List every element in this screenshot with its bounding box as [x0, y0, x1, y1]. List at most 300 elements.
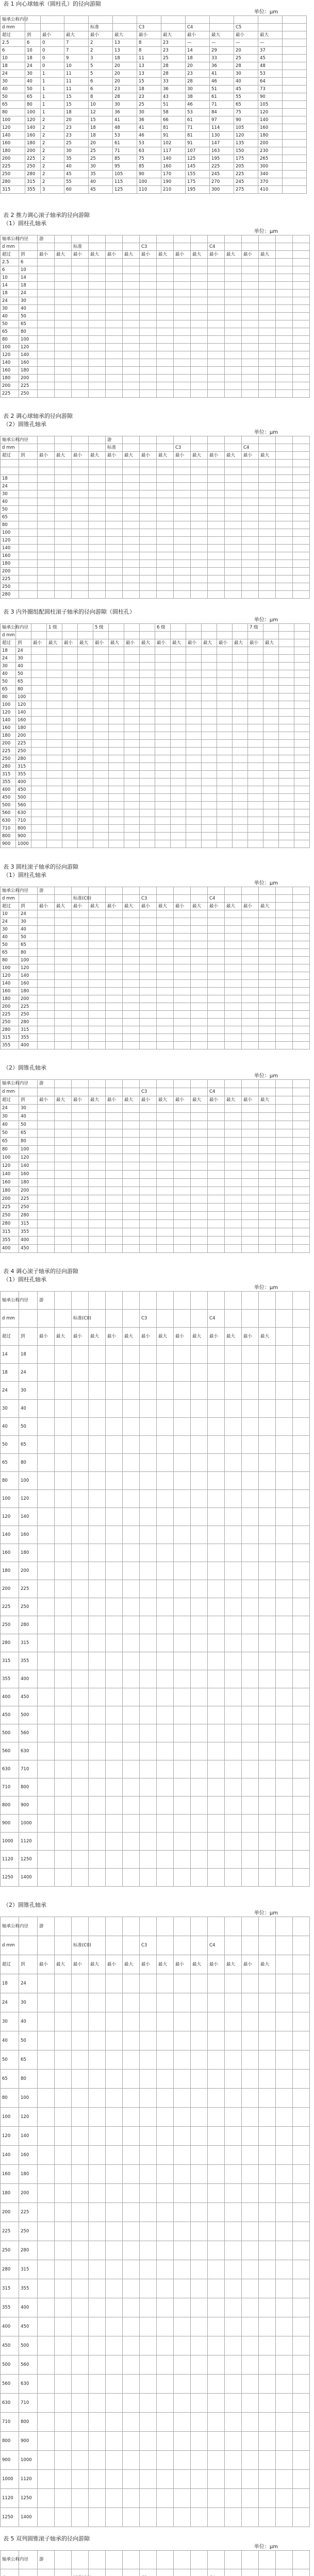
table-cell — [38, 926, 55, 934]
table-cell — [72, 282, 89, 290]
header-cell — [106, 1917, 123, 1936]
table-cell — [225, 514, 242, 521]
table-header-row — [1, 31, 307, 39]
table-cell — [72, 290, 89, 297]
table-cell — [225, 382, 242, 390]
table-cell — [225, 483, 242, 490]
table-cell — [123, 1003, 140, 1011]
table-cell — [293, 2432, 310, 2451]
table-cell — [259, 926, 276, 934]
table-cell — [124, 771, 140, 778]
table-cell — [155, 755, 171, 763]
table-cell: 100 — [19, 336, 38, 344]
table-cell — [47, 647, 62, 655]
table-cell — [55, 1187, 72, 1195]
table-cell — [294, 678, 310, 686]
table-cell — [109, 693, 124, 701]
table-cell — [276, 467, 293, 475]
clearance-table — [0, 1079, 310, 1253]
table-cell: 230 — [258, 147, 283, 155]
table-cell — [106, 305, 123, 313]
table-cell — [283, 163, 307, 171]
table-cell — [242, 1195, 259, 1204]
table-cell — [38, 1346, 55, 1364]
table-cell — [248, 809, 263, 817]
table-cell: 200 — [258, 140, 283, 147]
table-cell — [106, 2489, 123, 2508]
table-cell — [202, 778, 217, 786]
table-cell — [157, 320, 174, 328]
table-cell — [191, 2203, 208, 2222]
header-cell — [55, 1936, 72, 1955]
header-cell: 最小 — [38, 251, 55, 259]
table-cell — [106, 591, 123, 599]
table-cell — [191, 297, 208, 305]
table-cell: 30 — [19, 1382, 38, 1400]
table-cell — [242, 2012, 259, 2031]
table-cell — [293, 1019, 310, 1026]
table-cell — [140, 786, 155, 794]
table-cell — [38, 1724, 55, 1742]
table-cell — [106, 1228, 123, 1236]
table-cell — [106, 375, 123, 382]
table-cell: 50 — [1, 506, 19, 514]
table-cell — [155, 717, 171, 724]
table-cell — [93, 693, 109, 701]
table-cell: 100 — [1, 529, 19, 537]
table-cell — [140, 2394, 157, 2413]
table-cell — [123, 545, 140, 552]
table-cell — [109, 786, 124, 794]
table-cell — [89, 2146, 106, 2165]
table-cell — [208, 583, 225, 591]
table-cell — [276, 1171, 293, 1179]
table-cell — [276, 583, 293, 591]
table-cell — [55, 2413, 72, 2432]
table-cell: 80 — [19, 2070, 38, 2089]
table-cell — [55, 274, 72, 282]
table-cell — [293, 1688, 310, 1706]
table-cell — [123, 2336, 140, 2355]
header-cell — [140, 1292, 157, 1310]
table-cell — [106, 529, 123, 537]
table-cell — [157, 537, 174, 545]
table-cell — [157, 2012, 174, 2031]
table-cell — [225, 1833, 242, 1851]
table-cell — [89, 1974, 106, 1993]
table-cell — [186, 686, 202, 693]
table-cell — [72, 1245, 89, 1253]
table-cell — [89, 1003, 106, 1011]
table-cell — [276, 1129, 293, 1138]
table-cell — [259, 2146, 276, 2165]
table-cell — [140, 2127, 157, 2146]
table-cell — [140, 1580, 157, 1598]
table-cell — [208, 359, 225, 367]
table-row — [1, 809, 310, 817]
table-cell — [55, 1993, 72, 2012]
table-cell — [283, 124, 307, 132]
table-cell — [157, 2260, 174, 2279]
table-cell — [157, 367, 174, 375]
table-cell — [89, 297, 106, 305]
table-cell: 140 — [1, 359, 19, 367]
table-cell — [140, 1026, 157, 1034]
table-cell — [38, 1034, 55, 1042]
header-cell — [55, 1917, 72, 1936]
table-cell — [276, 1724, 293, 1742]
table-cell — [140, 490, 157, 498]
table-cell — [174, 1974, 191, 1993]
header-cell — [276, 1292, 293, 1310]
table-cell — [191, 1204, 208, 1212]
table-cell — [217, 740, 233, 748]
header-cell — [72, 1088, 89, 1096]
table-cell — [55, 2222, 72, 2241]
table-cell — [93, 840, 109, 848]
table-cell: 200 — [19, 1562, 38, 1580]
header-cell — [106, 243, 123, 251]
table-cell — [157, 521, 174, 529]
table-cell: 355 — [19, 1228, 38, 1236]
table-cell — [242, 1220, 259, 1228]
table-cell — [202, 709, 217, 717]
table-cell: 48 — [258, 62, 283, 70]
table-cell — [89, 2336, 106, 2355]
table-cell — [293, 1616, 310, 1634]
table-cell — [55, 2432, 72, 2451]
table-cell — [186, 663, 202, 670]
header-cell — [113, 16, 137, 24]
table-cell — [293, 506, 310, 514]
header-cell: 最小 — [38, 903, 55, 910]
unit-label: 单位：μm — [254, 2544, 278, 2550]
header-cell: 最大 — [225, 251, 242, 259]
table-cell — [242, 1418, 259, 1436]
table-cell: 900 — [1, 1815, 19, 1833]
table-cell — [233, 701, 248, 709]
table-cell — [155, 740, 171, 748]
table-cell — [259, 2432, 276, 2451]
table-cell — [109, 740, 124, 748]
table-cell — [140, 2451, 157, 2470]
table-cell — [242, 359, 259, 367]
table-cell — [140, 686, 155, 693]
table-cell — [55, 972, 72, 980]
table-cell — [242, 1042, 259, 1049]
table-cell — [293, 2203, 310, 2222]
table-cell — [47, 663, 62, 670]
table-cell — [38, 336, 55, 344]
table-cell: 250 — [1, 583, 19, 591]
table-cell: 2 — [41, 147, 64, 155]
header-cell: 最小 — [248, 639, 263, 647]
table-cell — [242, 2432, 259, 2451]
table-cell — [217, 655, 233, 663]
table-cell — [38, 305, 55, 313]
header-cell — [123, 1292, 140, 1310]
table-cell — [38, 2317, 55, 2336]
table-cell: 7 — [64, 47, 89, 55]
header-cell — [242, 235, 259, 243]
table-cell — [47, 809, 62, 817]
table-cell — [174, 328, 191, 336]
table-cell — [72, 1042, 89, 1049]
table-cell — [38, 1688, 55, 1706]
table-cell — [157, 2050, 174, 2070]
table-cell — [276, 351, 293, 359]
table-row — [1, 2394, 310, 2413]
header-cell: 最大 — [123, 251, 140, 259]
table-cell — [140, 918, 157, 926]
table-cell: 630 — [1, 2394, 19, 2413]
table-cell: 1250 — [1, 1869, 19, 1887]
table-cell — [38, 980, 55, 988]
table-cell: 8 — [137, 47, 161, 55]
table-cell — [123, 2165, 140, 2184]
table-cell — [38, 1187, 55, 1195]
table-cell: 160 — [19, 359, 38, 367]
table-cell: 0 — [41, 55, 64, 62]
table-row — [1, 1490, 310, 1508]
table-cell — [174, 2165, 191, 2184]
table-cell — [174, 1797, 191, 1815]
table-cell: 250 — [16, 748, 31, 755]
table-cell — [55, 320, 72, 328]
header-cell — [259, 895, 276, 903]
table-cell — [55, 1026, 72, 1034]
table-cell — [225, 1195, 242, 1204]
table-cell — [225, 964, 242, 972]
table-cell — [140, 483, 157, 490]
table-cell — [72, 2165, 89, 2184]
table-cell — [225, 2375, 242, 2394]
table-cell — [242, 1105, 259, 1113]
header-cell: C4 — [208, 1310, 225, 1328]
table-cell — [38, 2089, 55, 2108]
table-cell — [276, 1797, 293, 1815]
table-cell — [293, 266, 310, 274]
table-cell — [124, 817, 140, 825]
table-cell: 18 — [64, 109, 89, 116]
table-cell — [294, 655, 310, 663]
table-cell: 46 — [186, 101, 210, 109]
table-cell — [242, 1121, 259, 1129]
table-cell — [208, 344, 225, 351]
table-cell — [106, 2432, 123, 2451]
table-cell — [140, 1019, 157, 1026]
header-cell — [155, 632, 171, 639]
table-cell — [191, 957, 208, 964]
table-cell — [55, 918, 72, 926]
table-cell: 18 — [25, 55, 41, 62]
header-cell: 最大 — [233, 639, 248, 647]
table-cell — [55, 1042, 72, 1049]
table-cell: 50 — [1, 1129, 19, 1138]
header-cell: 最小 — [140, 1955, 157, 1974]
table-cell — [208, 2375, 225, 2394]
table-cell — [106, 1121, 123, 1129]
table-cell — [155, 771, 171, 778]
table-cell: 120 — [19, 1154, 38, 1162]
table-cell — [72, 266, 89, 274]
table-cell — [55, 1778, 72, 1797]
table-cell — [106, 290, 123, 297]
table-cell — [208, 988, 225, 995]
table-cell: 160 — [19, 1171, 38, 1179]
table-row — [1, 47, 307, 55]
table-cell — [174, 1129, 191, 1138]
table-cell — [293, 934, 310, 941]
table-cell — [55, 2375, 72, 2394]
table-cell — [106, 320, 123, 328]
table-cell: 280 — [1, 591, 19, 599]
table-cell — [225, 1113, 242, 1121]
table-cell — [89, 514, 106, 521]
table-cell — [62, 748, 78, 755]
table-cell — [233, 786, 248, 794]
table-cell — [140, 1616, 157, 1634]
table-cell: 160 — [19, 1526, 38, 1544]
table-cell — [140, 964, 157, 972]
table-cell — [38, 995, 55, 1003]
table-cell: 23 — [161, 47, 186, 55]
table-cell — [276, 1436, 293, 1454]
header-cell: d mm — [1, 632, 16, 639]
header-cell: 轴承公称内径 — [1, 16, 25, 24]
table-cell — [89, 1042, 106, 1049]
table-cell — [55, 552, 72, 560]
table-cell: 91 — [186, 140, 210, 147]
table-cell — [55, 2070, 72, 2089]
header-cell: C3 — [140, 1936, 157, 1955]
table-cell — [293, 1154, 310, 1162]
table-cell — [38, 375, 55, 382]
table-cell — [174, 1508, 191, 1526]
table-cell — [293, 1034, 310, 1042]
table-cell — [259, 274, 276, 282]
header-cell: 最大 — [157, 452, 174, 460]
table-cell — [259, 521, 276, 529]
header-cell — [55, 444, 72, 452]
header-cell — [174, 1917, 191, 1936]
table-cell — [208, 1187, 225, 1195]
table-cell — [89, 1797, 106, 1815]
table-cell — [293, 1220, 310, 1228]
header-cell — [72, 2569, 89, 2576]
table-cell — [89, 957, 106, 964]
table-cell — [38, 1436, 55, 1454]
table-cell: 100 — [19, 2089, 38, 2108]
table-cell — [242, 926, 259, 934]
header-cell: 最小 — [62, 639, 78, 647]
table-cell — [276, 972, 293, 980]
table-cell — [157, 475, 174, 483]
table-row — [1, 2279, 310, 2298]
table-cell — [208, 926, 225, 934]
table-cell: 170 — [161, 171, 186, 178]
table-cell — [242, 2394, 259, 2413]
table-cell: 40 — [1, 1121, 19, 1129]
table-cell: 250 — [19, 1011, 38, 1019]
table-cell — [263, 748, 279, 755]
header-cell: 最大 — [55, 1328, 72, 1346]
table-cell — [259, 514, 276, 521]
table-cell — [140, 980, 157, 988]
table-cell — [89, 1544, 106, 1562]
table-cell: 140 — [25, 124, 41, 132]
table-cell — [248, 693, 263, 701]
table-cell — [123, 988, 140, 995]
table-cell — [186, 755, 202, 763]
header-cell — [293, 1080, 310, 1088]
header-cell: 最小 — [208, 1328, 225, 1346]
table-cell — [225, 972, 242, 980]
table-cell — [140, 1003, 157, 1011]
header-cell — [123, 1936, 140, 1955]
table-cell: 18 — [19, 1346, 38, 1364]
table-cell — [157, 1011, 174, 1019]
table-cell — [191, 259, 208, 266]
table-cell — [259, 266, 276, 274]
table-cell — [140, 274, 157, 282]
table-cell — [38, 2127, 55, 2146]
table-cell — [259, 1171, 276, 1179]
table-cell — [55, 1418, 72, 1436]
header-cell — [283, 16, 307, 24]
table-cell — [174, 2394, 191, 2413]
table-cell — [276, 2470, 293, 2489]
table-cell — [55, 1400, 72, 1418]
table-cell — [191, 2260, 208, 2279]
table-cell — [109, 771, 124, 778]
table-cell: 8 — [137, 39, 161, 47]
table-cell: 225 — [16, 740, 31, 748]
table-cell — [38, 1212, 55, 1220]
table-cell: 100 — [137, 178, 161, 186]
table-cell — [123, 957, 140, 964]
table-cell: 400 — [16, 778, 31, 786]
table-cell: 315 — [1, 771, 16, 778]
table-cell — [47, 748, 62, 755]
table-cell — [140, 359, 157, 367]
table-row — [1, 1974, 310, 1993]
table-cell — [72, 1993, 89, 2012]
table-header-row — [1, 444, 310, 452]
header-cell: 最小 — [38, 1955, 55, 1974]
table-cell — [19, 506, 38, 514]
table-row — [1, 1245, 310, 1253]
table-cell: 1120 — [1, 2489, 19, 2508]
table-cell — [174, 1688, 191, 1706]
table-cell — [124, 701, 140, 709]
table-cell — [174, 2012, 191, 2031]
table-cell — [208, 1974, 225, 1993]
table-cell — [225, 2184, 242, 2203]
table-cell — [225, 1212, 242, 1220]
table-cell — [174, 2146, 191, 2165]
table-cell — [89, 1364, 106, 1382]
table-cell — [276, 382, 293, 390]
table-cell — [47, 686, 62, 693]
table-cell — [31, 647, 47, 655]
header-cell: 轴承公称内径 — [1, 887, 19, 895]
table-cell — [72, 375, 89, 382]
header-cell — [64, 24, 89, 31]
table-cell: 91 — [161, 132, 186, 140]
table-cell — [191, 926, 208, 934]
table-cell — [294, 809, 310, 817]
